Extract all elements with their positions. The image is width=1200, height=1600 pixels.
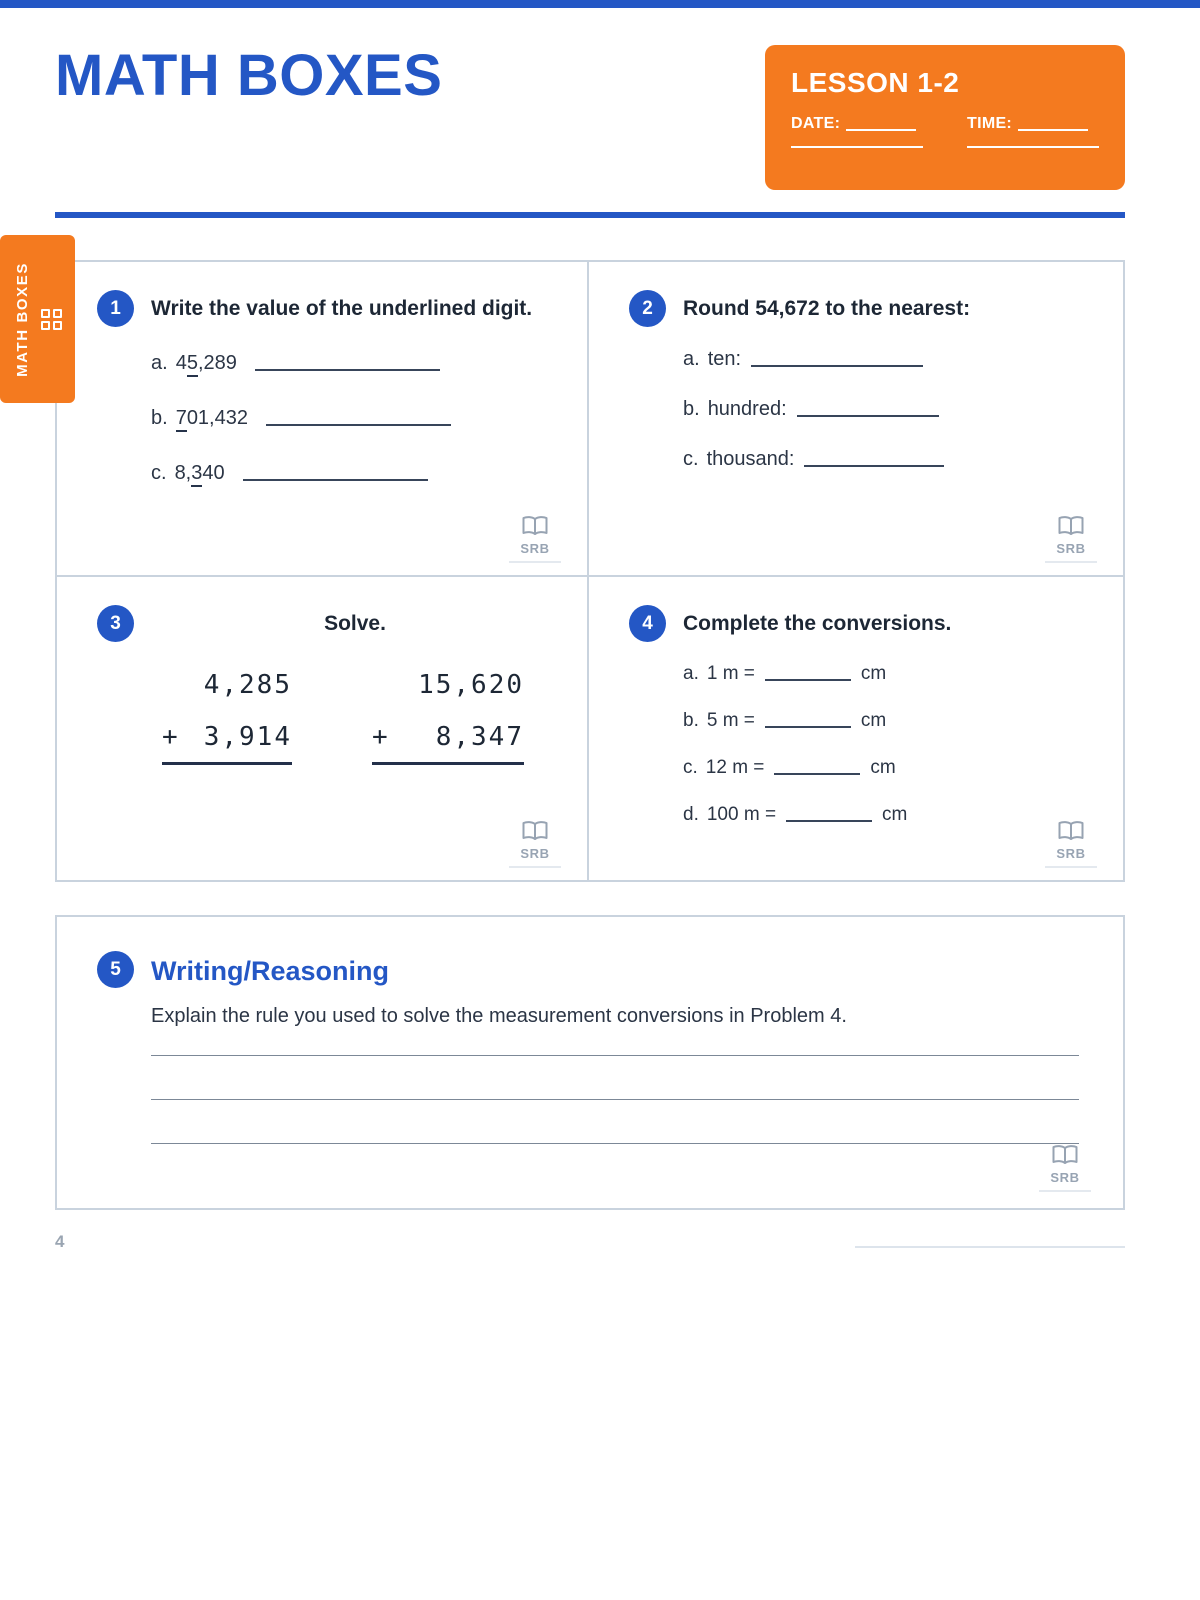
underlined-digit: 7 xyxy=(176,407,187,432)
srb-label: SRB xyxy=(1056,541,1086,556)
underlined-digit: 5 xyxy=(187,352,198,377)
unit-label: cm xyxy=(860,710,887,731)
srb-reference xyxy=(509,514,561,563)
addition-problem-2 xyxy=(372,670,524,765)
problem-5-title: Writing/Reasoning xyxy=(151,956,390,986)
srb-reference xyxy=(1039,1143,1091,1192)
writing-line xyxy=(151,1100,1079,1144)
plus-operator: + xyxy=(162,722,180,752)
srb-reference xyxy=(1045,514,1097,563)
srb-label: SRB xyxy=(1056,846,1086,861)
unit-label: cm xyxy=(860,663,887,684)
date-label: DATE: xyxy=(791,115,841,132)
date-underline xyxy=(791,146,923,148)
problem-5-prompt: Explain the rule you used to solve the measurement conversions in Problem 4. xyxy=(151,1004,847,1027)
lesson-label: LESSON 1-2 xyxy=(791,67,960,98)
problem-4-item-b: b. 5 m = cm xyxy=(683,710,887,731)
problem-3-number-badge: 3 xyxy=(97,605,134,642)
open-book-icon xyxy=(1056,514,1086,538)
addend-bottom: 3,914 xyxy=(203,722,292,752)
answer-blank xyxy=(255,351,440,371)
problem-5-box xyxy=(55,915,1125,1210)
math-boxes-grid xyxy=(55,260,1125,882)
time-field-group xyxy=(967,115,1099,148)
answer-blank xyxy=(765,662,851,681)
answer-blank xyxy=(786,803,872,822)
problem-4-item-d: d. 100 m = cm xyxy=(683,804,908,825)
page-title: MATH BOXES xyxy=(55,43,443,108)
srb-label: SRB xyxy=(520,846,550,861)
problem-1-item-c: c. 8,340 xyxy=(151,461,559,485)
problem-1-item-a: a. 45,289 xyxy=(151,351,559,375)
answer-blank xyxy=(751,347,923,367)
writing-lines xyxy=(151,1028,1079,1144)
problem-1-number-badge: 1 xyxy=(97,290,134,327)
item-label: b. xyxy=(151,407,168,429)
lesson-header-box xyxy=(765,45,1125,190)
answer-blank xyxy=(797,397,939,417)
unit-label: cm xyxy=(870,757,896,778)
plus-operator: + xyxy=(372,722,390,752)
open-book-icon xyxy=(520,819,550,843)
date-blank xyxy=(846,115,916,131)
problem-2-item-c: c. thousand: xyxy=(683,447,1095,471)
problem-4-number-badge: 4 xyxy=(629,605,666,642)
problem-4-title: Complete the conversions. xyxy=(683,612,952,635)
writing-line xyxy=(151,1056,1079,1100)
srb-label: SRB xyxy=(1050,1170,1080,1185)
item-label: a. xyxy=(683,348,700,370)
open-book-icon xyxy=(1056,819,1086,843)
item-label: d. xyxy=(683,804,699,825)
problem-2-number-badge: 2 xyxy=(629,290,666,327)
problem-1-title: Write the value of the underlined digit. xyxy=(151,297,533,320)
header-divider xyxy=(55,212,1125,218)
problem-4-item-a: a. 1 m = cm xyxy=(683,663,887,684)
addition-problems xyxy=(97,670,559,765)
srb-label: SRB xyxy=(520,541,550,556)
problem-3-box xyxy=(57,577,589,880)
item-label: a. xyxy=(151,352,168,374)
item-label: b. xyxy=(683,398,700,420)
time-blank xyxy=(1018,115,1088,131)
srb-reference xyxy=(1045,819,1097,868)
open-book-icon xyxy=(1050,1143,1080,1167)
problem-1-item-b: b. 701,432 xyxy=(151,406,559,430)
addend-top: 15,620 xyxy=(418,670,524,700)
problem-4-box xyxy=(589,577,1123,880)
problem-2-item-b: b. hundred: xyxy=(683,397,1095,421)
unit-label: cm xyxy=(882,804,908,825)
answer-blank xyxy=(774,756,860,775)
time-label: TIME: xyxy=(967,115,1013,132)
item-label: a. xyxy=(683,663,699,684)
underlined-digit: 3 xyxy=(191,462,202,487)
addend-bottom: 8,347 xyxy=(435,722,524,752)
item-label: b. xyxy=(683,710,699,731)
answer-blank xyxy=(243,461,428,481)
item-label: c. xyxy=(151,462,167,484)
answer-blank xyxy=(266,406,451,426)
problem-4-item-c: c. 12 m = cm xyxy=(683,757,896,778)
problem-5-number-badge: 5 xyxy=(97,951,134,988)
side-tab-label: MATH BOXES xyxy=(13,261,31,377)
srb-reference xyxy=(509,819,561,868)
answer-blank xyxy=(765,709,851,728)
page-number: 4 xyxy=(55,1232,65,1251)
problem-1-box xyxy=(57,262,589,577)
footer-rule xyxy=(855,1246,1125,1248)
addend-top: 4,285 xyxy=(203,670,292,700)
addition-problem-1 xyxy=(162,670,292,765)
answer-blank xyxy=(804,447,944,467)
problem-2-title: Round 54,672 to the nearest: xyxy=(683,297,971,320)
writing-line xyxy=(151,1028,1079,1056)
problem-2-item-a: a. ten: xyxy=(683,347,1095,371)
side-tab-math-boxes xyxy=(0,235,75,403)
date-field-group xyxy=(791,115,923,148)
problem-3-title: Solve. xyxy=(324,612,386,635)
time-underline xyxy=(967,146,1099,148)
item-label: c. xyxy=(683,757,698,778)
top-accent-bar xyxy=(0,0,1200,8)
open-book-icon xyxy=(520,514,550,538)
item-label: c. xyxy=(683,448,699,470)
problem-2-box xyxy=(589,262,1123,577)
grid-icon xyxy=(41,309,62,330)
